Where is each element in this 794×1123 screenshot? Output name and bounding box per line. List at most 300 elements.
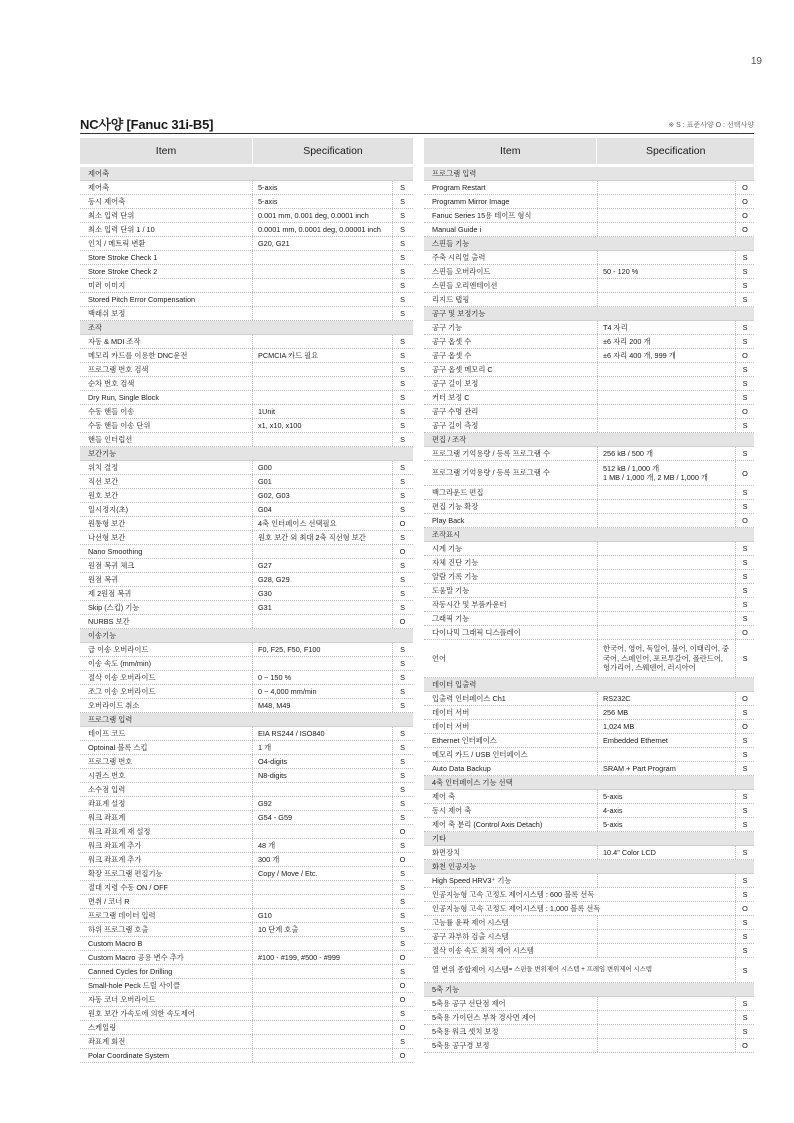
section-title: 프로그램 입력: [432, 168, 477, 178]
option-cell: S: [735, 335, 754, 348]
option-cell: S: [392, 405, 412, 418]
item-cell: 좌표계 설정: [88, 798, 126, 808]
table-row: [424, 321, 754, 335]
item-cell: 공구 길이 보정: [432, 378, 479, 388]
table-row: [80, 587, 413, 601]
section-title: 화천 인공지능: [432, 861, 477, 871]
spec-cell: G04: [252, 503, 392, 516]
table-body: [424, 167, 754, 1053]
spec-line: 국어, 스페인어, 포르투갈어, 폴란드어,: [603, 653, 723, 663]
spec-cell: [252, 433, 392, 446]
spec-table-right: [424, 138, 754, 1053]
table-row: [80, 489, 413, 503]
spec-cell: [597, 748, 735, 761]
table-row: [80, 755, 413, 769]
item-cell: 화면장치: [432, 847, 461, 857]
table-row: [424, 209, 754, 223]
item-cell: 제어 축 분리 (Control Axis Detach): [432, 819, 543, 829]
spec-cell: [252, 993, 392, 1006]
item-cell: Optoinal 블록 스킵: [88, 742, 148, 752]
option-cell: S: [392, 685, 412, 698]
spec-cell: G02, G03: [252, 489, 392, 502]
table-row: [424, 1039, 754, 1053]
option-cell: O: [735, 692, 754, 705]
item-cell: 절삭 이송 속도 최적 제어 시스템: [432, 945, 534, 955]
spec-cell: G54 - G59: [252, 811, 392, 824]
table-row: [80, 195, 413, 209]
item-cell: 리지드 탭핑: [432, 294, 470, 304]
table-row: [80, 699, 413, 713]
item-cell: 직선 보간: [88, 476, 119, 486]
table-row: [424, 874, 754, 888]
item-cell: Store Stroke Check 2: [88, 267, 158, 276]
item-cell: 편집 기능 확장: [432, 501, 479, 511]
table-row: [424, 542, 754, 556]
spec-cell: [252, 265, 392, 278]
table-row: [424, 748, 754, 762]
table-row: [80, 363, 413, 377]
spec-cell: [252, 881, 392, 894]
option-cell: O: [735, 720, 754, 733]
table-row: [80, 335, 413, 349]
table-row: [80, 531, 413, 545]
table-row: [424, 279, 754, 293]
item-cell: 시퀀스 번호: [88, 770, 126, 780]
spec-cell: 5-axis: [597, 818, 735, 831]
section-header-row: [80, 713, 413, 727]
option-cell: S: [392, 601, 412, 614]
spec-cell: 0.001 mm, 0.001 deg, 0.0001 inch: [252, 209, 392, 222]
option-cell: S: [735, 944, 754, 957]
spec-cell: [597, 584, 735, 597]
spec-cell: N8-digits: [252, 769, 392, 782]
table-row: [424, 916, 754, 930]
spec-cell: G92: [252, 797, 392, 810]
option-cell: S: [735, 598, 754, 611]
spec-cell: 0 ~ 4,000 mm/min: [252, 685, 392, 698]
option-cell: S: [392, 657, 412, 670]
option-cell: S: [392, 363, 412, 376]
table-row: [80, 209, 413, 223]
table-row: [80, 979, 413, 993]
spec-lines: [603, 644, 729, 673]
item-cell: 이송 속도 (mm/min): [88, 658, 152, 668]
table-row: [80, 685, 413, 699]
item-cell: 백그라운드 편집: [432, 487, 484, 497]
item-cell: Programm Mirror Image: [432, 197, 510, 206]
spec-cell: 300 개: [252, 853, 392, 866]
table-row: [80, 265, 413, 279]
spec-cell: [252, 965, 392, 978]
spec-cell: [597, 377, 735, 390]
option-cell: S: [735, 874, 754, 887]
option-cell: S: [392, 279, 412, 292]
spec-cell: 1,024 MB: [597, 720, 735, 733]
item-cell: Nano Smoothing: [88, 547, 143, 556]
item-cell: 자체 진단 기능: [432, 557, 479, 567]
spec-cell: [597, 500, 735, 513]
item-cell: 원점 복귀: [88, 574, 119, 584]
header-item: Item: [424, 138, 597, 164]
table-row: [80, 923, 413, 937]
option-cell: O: [392, 545, 412, 558]
section-header-row: [80, 447, 413, 461]
item-cell: 프로그램 기억용량 / 등록 프로그램 수: [432, 468, 550, 477]
item-cell: 워크 좌표계 추가: [88, 854, 142, 864]
item-cell: 좌표계 회전: [88, 1036, 126, 1046]
item-cell: Skip (스킵) 기능: [88, 602, 140, 612]
table-row: [80, 811, 413, 825]
spec-cell: M48, M49: [252, 699, 392, 712]
option-cell: O: [735, 902, 754, 915]
table-row: [424, 692, 754, 706]
item-cell: 제 2원점 복귀: [88, 588, 132, 598]
table-row: [80, 307, 413, 321]
spec-cell: [252, 293, 392, 306]
item-cell: Program Restart: [432, 183, 486, 192]
spec-cell: [252, 657, 392, 670]
spec-cell: 5-axis: [252, 181, 392, 194]
item-cell: 동시 제어 축: [432, 805, 472, 815]
spec-cell: SRAM + Part Program: [597, 762, 735, 775]
table-row: [424, 377, 754, 391]
option-cell: S: [735, 748, 754, 761]
table-row: [80, 937, 413, 951]
spec-cell: [597, 570, 735, 583]
option-cell: O: [392, 993, 412, 1006]
item-cell: 공구 옵셋 수: [432, 350, 472, 360]
spec-cell: [252, 363, 392, 376]
table-row: [80, 643, 413, 657]
table-row: [80, 349, 413, 363]
item-cell: 최소 입력 단위 1 / 10: [88, 224, 155, 234]
table-row: [424, 181, 754, 195]
option-cell: S: [735, 570, 754, 583]
table-row: [80, 951, 413, 965]
spec-cell: [252, 783, 392, 796]
item-cell: 입출력 인터페이스 Ch1: [432, 693, 506, 703]
option-cell: S: [392, 251, 412, 264]
spec-cell: [597, 181, 735, 194]
item-cell: 소수점 입력: [88, 784, 126, 794]
spec-cell: 256 MB: [597, 706, 735, 719]
item-cell: 공구 과부하 검출 시스템: [432, 931, 509, 941]
item-cell: Play Back: [432, 516, 465, 525]
option-cell: O: [735, 405, 754, 418]
spec-cell: [252, 1035, 392, 1048]
spec-cell: [597, 419, 735, 432]
spec-cell: [597, 1039, 735, 1052]
section-header-row: [424, 433, 754, 447]
item-cell: [424, 958, 735, 982]
option-cell: S: [735, 391, 754, 404]
item-cell: 위치 결정: [88, 462, 119, 472]
spec-cell: [597, 1011, 735, 1024]
spec-table-left: [80, 138, 413, 1063]
option-cell: S: [735, 818, 754, 831]
item-cell: 프로그램 번호 검색: [88, 364, 149, 374]
table-row: [424, 570, 754, 584]
spec-cell: G28, G29: [252, 573, 392, 586]
spec-cell: 5-axis: [597, 790, 735, 803]
table-header: [80, 138, 413, 164]
option-cell: S: [392, 419, 412, 432]
spec-cell: [597, 598, 735, 611]
item-cell: 공구 수명 관리: [432, 406, 479, 416]
item-cell: 제어축: [88, 182, 110, 192]
table-row: [80, 909, 413, 923]
spec-cell: [597, 1025, 735, 1038]
item-cell: Ethernet 인터페이스: [432, 735, 497, 745]
option-cell: S: [735, 958, 754, 982]
item-cell: 원호 보간 가속도에 의한 속도제어: [88, 1008, 195, 1018]
table-row: [424, 251, 754, 265]
table-row: [424, 944, 754, 958]
option-cell: O: [735, 223, 754, 236]
item-cell: 데이터 서버: [432, 721, 470, 731]
table-row: [80, 461, 413, 475]
table-row: [80, 727, 413, 741]
item-cell: 원통형 보간: [88, 518, 126, 528]
header-specification: Specification: [645, 145, 706, 157]
table-row: [80, 839, 413, 853]
option-cell: S: [735, 1011, 754, 1024]
option-cell: S: [735, 377, 754, 390]
spec-cell: 4축 인터페이스 선택필요: [252, 517, 392, 530]
spec-cell: 10 단계 호출: [252, 923, 392, 936]
section-title: 스핀들 기능: [432, 238, 470, 248]
table-row: [424, 293, 754, 307]
option-cell: S: [735, 762, 754, 775]
item-cell: 인공지능형 고속 고정도 제어시스템 : 600 블록 선독: [432, 889, 595, 899]
option-cell: S: [735, 734, 754, 747]
section-title: 5축 기능: [432, 984, 460, 994]
section-title: 제어축: [88, 168, 110, 178]
table-row: [80, 181, 413, 195]
table-row: [80, 573, 413, 587]
option-cell: S: [735, 846, 754, 859]
table-row: [424, 720, 754, 734]
spec-cell: [252, 1007, 392, 1020]
item-cell: 언어: [432, 653, 447, 663]
option-cell: S: [392, 895, 412, 908]
section-title: 조작표시: [432, 529, 461, 539]
item-cell: Polar Coordinate System: [88, 1051, 170, 1060]
table-row: [424, 888, 754, 902]
spec-cell: G00: [252, 461, 392, 474]
option-cell: S: [392, 559, 412, 572]
item-cell: 백래쉬 보정: [88, 308, 126, 318]
item-cell: 오버라이드 취소: [88, 700, 140, 710]
option-cell: S: [392, 881, 412, 894]
item-cell: 수동 핸들 이송 단위: [88, 420, 151, 430]
option-cell: O: [392, 853, 412, 866]
table-row: [80, 559, 413, 573]
item-cell: 자동 & MDI 조작: [88, 336, 141, 346]
spec-cell: ±6 자리 200 개: [597, 335, 735, 348]
option-cell: S: [735, 486, 754, 499]
table-row: [80, 237, 413, 251]
option-cell: S: [735, 584, 754, 597]
spec-cell: [597, 556, 735, 569]
header-specification: Specification: [303, 145, 363, 157]
option-cell: S: [735, 419, 754, 432]
option-cell: S: [392, 573, 412, 586]
spec-cell: 0.0001 mm, 0.0001 deg, 0.00001 inch: [252, 223, 392, 236]
item-cell: 작동시간 및 부품카운터: [432, 599, 507, 609]
item-cell: 알람 기록 기능: [432, 571, 479, 581]
table-body: [80, 167, 413, 1063]
item-cell: 커터 보정 C: [432, 392, 470, 402]
option-cell: S: [392, 209, 412, 222]
option-cell: O: [735, 626, 754, 639]
option-cell: O: [392, 951, 412, 964]
spec-cell: [597, 930, 735, 943]
section-header-row: [424, 678, 754, 692]
option-cell: S: [735, 363, 754, 376]
option-cell: S: [392, 909, 412, 922]
table-row: [424, 391, 754, 405]
option-cell: O: [735, 349, 754, 362]
item-sublabel: = 스핀들 변위제어 시스템 + 프레임 변위제어 시스템: [508, 966, 652, 973]
title-divider: [80, 133, 754, 134]
section-title: 공구 및 보정기능: [432, 308, 486, 318]
option-cell: S: [392, 293, 412, 306]
table-row: [80, 279, 413, 293]
table-row: [424, 930, 754, 944]
section-title: 이송기능: [88, 630, 117, 640]
section-header-row: [80, 321, 413, 335]
table-row: [80, 391, 413, 405]
spec-cell: [597, 486, 735, 499]
spec-cell: [597, 391, 735, 404]
option-cell: S: [392, 377, 412, 390]
table-row: [424, 818, 754, 832]
item-cell: 제어 축: [432, 791, 456, 801]
table-row: [424, 734, 754, 748]
table-row: [424, 223, 754, 237]
option-cell: O: [392, 1021, 412, 1034]
spec-cell: [252, 251, 392, 264]
item-cell: 핸들 인터럽션: [88, 434, 133, 444]
table-row: [80, 769, 413, 783]
header-item: Item: [80, 138, 253, 164]
option-cell: S: [392, 755, 412, 768]
item-cell: 공구 기능: [432, 322, 463, 332]
item-cell: 최소 입력 단위: [88, 210, 135, 220]
table-row: [80, 419, 413, 433]
table-row: [424, 461, 754, 486]
table-row: [80, 1049, 413, 1063]
item-cell: 나선형 보간: [88, 532, 126, 542]
spec-cell: F0, F25, F50, F100: [252, 643, 392, 656]
option-cell: S: [735, 916, 754, 929]
table-row: [424, 762, 754, 776]
option-cell: S: [392, 307, 412, 320]
section-header-row: [80, 167, 413, 181]
option-cell: S: [392, 475, 412, 488]
table-row: [80, 251, 413, 265]
section-header-row: [424, 832, 754, 846]
option-cell: S: [392, 489, 412, 502]
spec-cell: 48 개: [252, 839, 392, 852]
option-cell: S: [392, 223, 412, 236]
option-cell: S: [392, 811, 412, 824]
item-cell: 도움말 기능: [432, 585, 470, 595]
option-cell: S: [735, 997, 754, 1010]
table-row: [424, 405, 754, 419]
section-header-row: [424, 983, 754, 997]
table-row: [424, 790, 754, 804]
option-cell: S: [735, 790, 754, 803]
option-cell: S: [392, 965, 412, 978]
item-cell: 절삭 이송 오버라이드: [88, 672, 156, 682]
table-row: [424, 265, 754, 279]
table-row: [80, 797, 413, 811]
table-row: [424, 335, 754, 349]
section-header-row: [424, 237, 754, 251]
table-row: [80, 867, 413, 881]
spec-cell: [597, 612, 735, 625]
table-row: [424, 419, 754, 433]
option-cell: O: [735, 209, 754, 222]
spec-cell: [252, 1049, 392, 1062]
item-cell: 절대 지령 수동 ON / OFF: [88, 882, 168, 892]
option-cell: O: [392, 1049, 412, 1062]
item-cell: 하위 프로그램 호출: [88, 924, 149, 934]
option-cell: O: [392, 517, 412, 530]
option-cell: S: [392, 195, 412, 208]
table-row: [80, 853, 413, 867]
item-cell: Manual Guide i: [432, 225, 482, 234]
item-cell: Canned Cycles for Drilling: [88, 967, 173, 976]
spec-cell: ±6 자리 400 개, 999 개: [597, 349, 735, 362]
table-row: [80, 671, 413, 685]
item-cell: 스핀들 오버라이드: [432, 266, 491, 276]
item-cell: 인공지능형 고속 고정도 제어시스템 : 1,000 블록 선독: [432, 903, 601, 913]
item-cell: 일시정지(초): [88, 504, 129, 514]
item-cell: 테이프 코드: [88, 728, 126, 738]
spec-cell: O4-digits: [252, 755, 392, 768]
option-cell: O: [735, 181, 754, 194]
option-cell: S: [392, 503, 412, 516]
option-cell: S: [392, 769, 412, 782]
table-row: [424, 902, 754, 916]
spec-line: 한국어, 영어, 독일어, 불어, 이태리어, 중: [603, 644, 730, 654]
table-row: [424, 958, 754, 983]
option-cell: S: [392, 335, 412, 348]
option-cell: S: [392, 237, 412, 250]
table-row: [80, 475, 413, 489]
spec-cell: 10.4" Color LCD: [597, 846, 735, 859]
option-cell: S: [392, 181, 412, 194]
page-number: 19: [750, 56, 762, 67]
option-cell: S: [392, 643, 412, 656]
spec-line: 헝가리어, 스웨덴어, 러시아어: [603, 663, 696, 673]
option-cell: S: [392, 1035, 412, 1048]
item-cell: 면취 / 코너 R: [88, 896, 130, 906]
spec-cell: [597, 209, 735, 222]
spec-cell: T4 자리: [597, 321, 735, 334]
table-row: [80, 965, 413, 979]
spec-cell: G20, G21: [252, 237, 392, 250]
spec-cell: [597, 640, 735, 677]
table-row: [424, 706, 754, 720]
option-cell: S: [735, 500, 754, 513]
option-cell: S: [735, 640, 754, 677]
item-cell: 공구 길이 측정: [432, 420, 479, 430]
item-cell: NURBS 보간: [88, 616, 130, 626]
